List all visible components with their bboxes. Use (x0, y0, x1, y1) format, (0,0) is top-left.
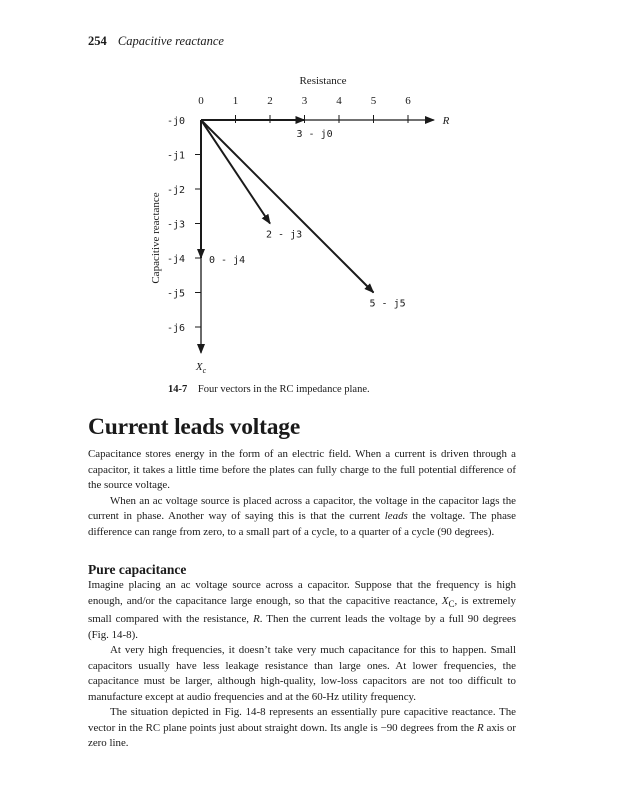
subsection-paragraph-3 (88, 705, 516, 752)
section-paragraph-2 (88, 494, 516, 541)
xc-axis-symbol: $X_c$ (195, 361, 207, 375)
r-symbol: R (476, 721, 484, 734)
y-tick-label: -j5 (166, 288, 185, 300)
vector-label: 3 - j0 (296, 129, 333, 140)
section-body (88, 447, 516, 540)
vector-label: 2 - j3 (266, 229, 303, 241)
y-tick-label: -j2 (166, 185, 185, 196)
text-span: When an ac voltage source is placed across a capacitor, the voltage in the capacitor lags the current in phase. Another way of saying this is that the current (88, 494, 516, 522)
emphasis: leads (384, 510, 408, 522)
y-tick-label: -j6 (166, 323, 185, 334)
y-tick-label: -j4 (166, 254, 185, 265)
running-title: Capacitive reactance (117, 34, 224, 48)
subsection-paragraph-2: At very high frequencies, it doesn’t take very much capacitance for this to happen. Small capacitors usually have less leakage resistance than large ones. At lower frequencies, the capacitance must be larger, although high-quality, low-loss capacitors are not too difficult to manufacture except at audio frequencies and at the 60-Hz utility frequency. (88, 644, 516, 703)
vector-label: 5 - j5 (369, 298, 406, 310)
x-tick-label: 6 (405, 95, 411, 107)
text-span: Imagine placing an ac voltage source across a capacitor. Suppose that the frequency is high enough, and/or the capacitance large enough, so that the capacitive reactance, (88, 579, 516, 607)
xc-symbol-subscript: c (202, 366, 207, 375)
impedance-vector (201, 120, 270, 224)
text-span: axis or zero line. (88, 721, 516, 750)
y-tick-label: -j1 (166, 150, 185, 162)
text-span: , is extremely small compared with the resistance, (88, 594, 516, 626)
x-tick-label: 0 (198, 95, 204, 107)
y-tick-label: -j3 (166, 219, 185, 231)
caption-number: 14-7 (168, 384, 188, 395)
subsection-body (88, 578, 516, 752)
subsection-paragraph-1 (88, 578, 516, 643)
xc-subscript: C (448, 598, 455, 609)
x-axis-title: Resistance (299, 75, 347, 87)
section-heading: Current leads voltage (88, 414, 301, 440)
caption-text: Four vectors in the RC impedance plane. (197, 384, 370, 395)
subsection-heading: Pure capacitance (88, 562, 187, 577)
x-tick-label: 5 (370, 95, 377, 107)
r-axis-symbol: R (442, 115, 450, 127)
y-axis-title: Capacitive reactance (150, 192, 162, 284)
text-span: . Then the current leads the voltage by a full 90 degrees (Fig. 14-8). (88, 613, 516, 641)
x-tick-label: 3 (301, 95, 308, 107)
section-paragraph-1: Capacitance stores energy in the form of an electric field. When a current is driven through a capacitor, it takes a little time before the plates can fully charge to the full potential difference of the source voltage. (88, 448, 516, 491)
x-tick-label: 2 (267, 95, 273, 107)
y-tick-label: -j0 (166, 116, 185, 127)
impedance-vector (201, 120, 374, 293)
text-span: the voltage. The phase difference can range from zero, to a small part of a cycle, to a quarter of a cycle (90 degrees). (88, 510, 516, 538)
figure-caption (168, 384, 370, 395)
vector-label: 0 - j4 (209, 255, 246, 266)
page-number: 254 (88, 34, 107, 48)
text-span: The situation depicted in Fig. 14-8 represents an essentially pure capacitive reactance. The vector in the RC plane points just about straight down. Its angle is −90 degrees from the (88, 706, 516, 734)
x-tick-label: 1 (232, 95, 239, 107)
xc-symbol: X (441, 594, 449, 607)
x-tick-label: 4 (336, 95, 342, 107)
r-symbol: R (253, 613, 260, 626)
